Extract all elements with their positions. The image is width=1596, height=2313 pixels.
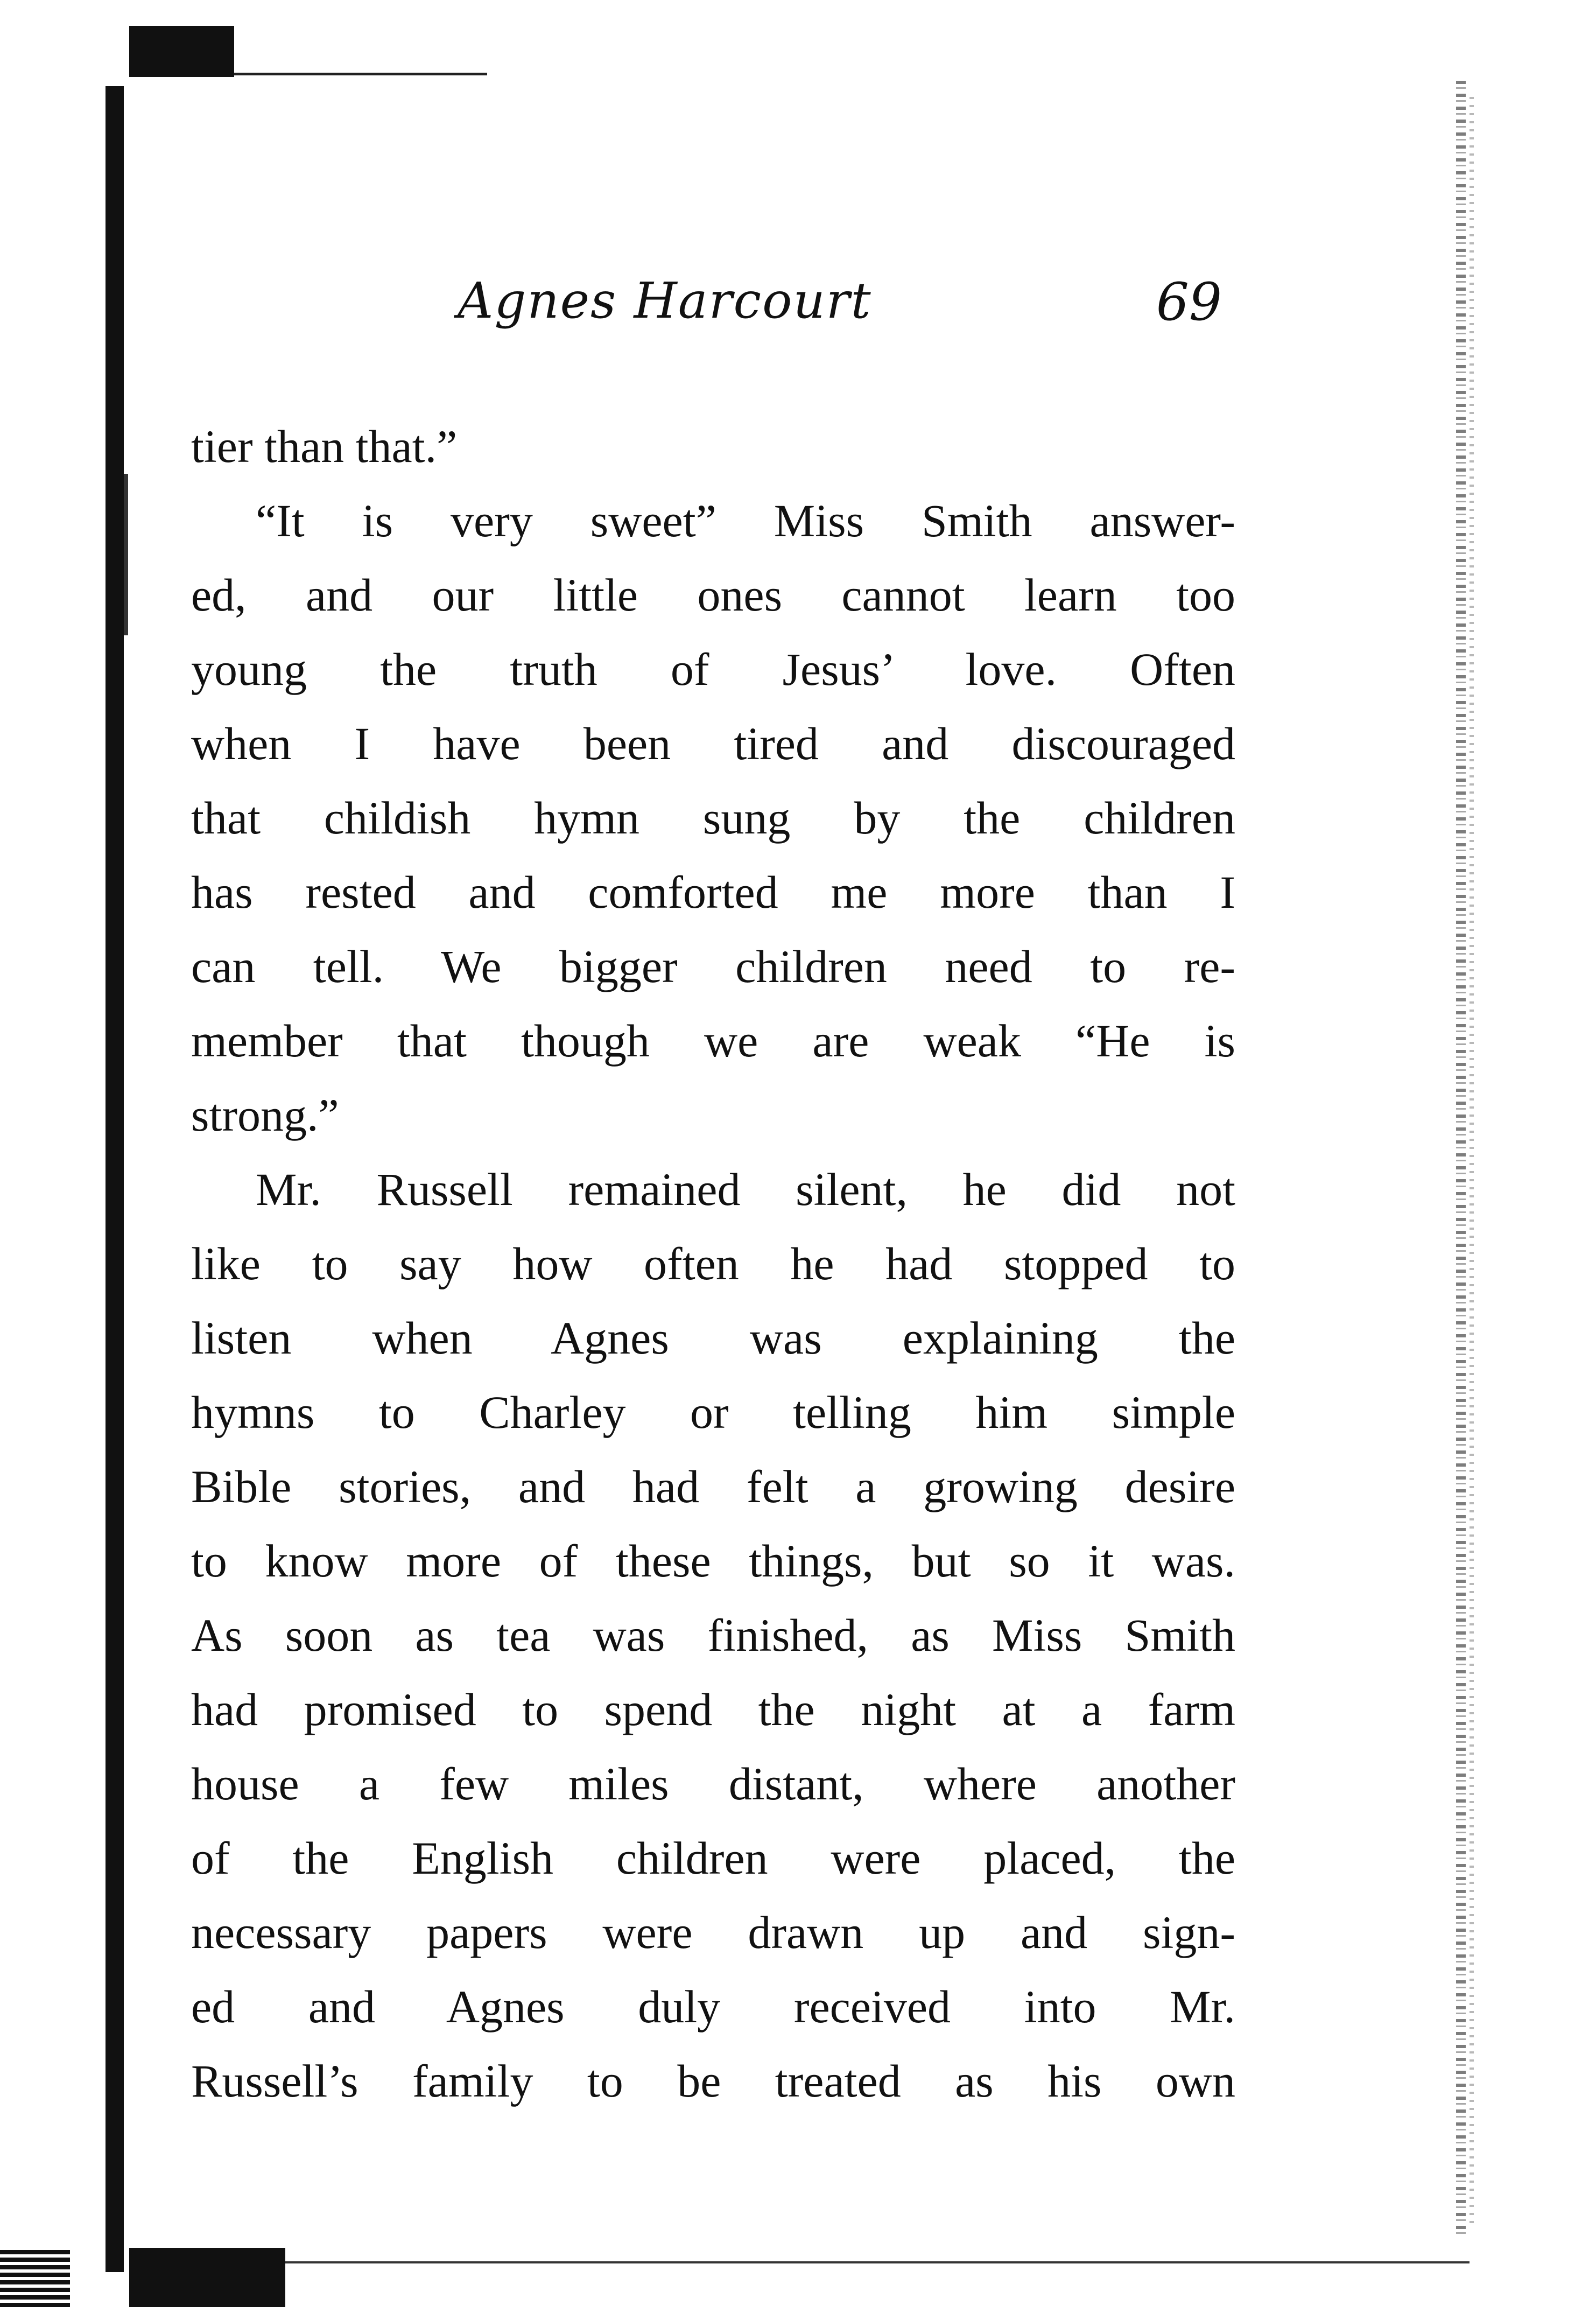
text-line: necessary papers were drawn up and sign- — [191, 1907, 1235, 1958]
text-line: had promised to spend the night at a farm — [191, 1684, 1235, 1735]
text-line: can tell. We bigger children need to re- — [191, 941, 1235, 992]
text-line: tier than that.” — [191, 420, 458, 472]
text-line: to know more of these things, but so it was. — [191, 1535, 1235, 1587]
bottom-rule — [285, 2261, 1470, 2263]
left-margin-rule-thin — [124, 474, 128, 635]
right-page-edge — [1456, 81, 1466, 2234]
binding-mark-bottom-left — [0, 2248, 70, 2307]
text-line: when I have been tired and discouraged — [191, 718, 1235, 769]
left-margin-rule — [106, 86, 124, 2272]
text-line: hymns to Charley or telling him simple — [191, 1386, 1235, 1438]
body-text — [191, 409, 1235, 2118]
text-line: member that though we are weak “He is — [191, 1015, 1235, 1067]
text-line: Bible stories, and had felt a growing desire — [191, 1461, 1235, 1512]
text-line: that childish hymn sung by the children — [191, 792, 1235, 844]
binding-mark-top — [129, 26, 234, 77]
text-line: “It is very sweet” Miss Smith answer- — [256, 495, 1235, 546]
text-line: ed, and our little ones cannot learn too — [191, 569, 1235, 621]
text-line: listen when Agnes was explaining the — [191, 1312, 1235, 1364]
right-page-edge-inner — [1470, 97, 1474, 2224]
text-line: like to say how often he had stopped to — [191, 1238, 1235, 1289]
text-line: of the English children were placed, the — [191, 1832, 1235, 1884]
text-line: strong.” — [191, 1089, 339, 1141]
text-line: As soon as tea was finished, as Miss Smith — [191, 1609, 1235, 1661]
running-title: Agnes Harcourt — [458, 272, 872, 330]
text-line: ed and Agnes duly received into Mr. — [191, 1981, 1235, 2032]
top-rule — [234, 73, 487, 75]
text-line: young the truth of Jesus’ love. Often — [191, 643, 1235, 695]
text-line: Mr. Russell remained silent, he did not — [256, 1163, 1235, 1215]
text-line: has rested and comforted me more than I — [191, 866, 1235, 918]
binding-mark-bottom — [129, 2248, 285, 2307]
text-line: house a few miles distant, where another — [191, 1758, 1235, 1810]
running-header — [458, 272, 1222, 347]
text-line: Russell’s family to be treated as his own — [191, 2055, 1235, 2107]
page-number: 69 — [1156, 272, 1222, 332]
